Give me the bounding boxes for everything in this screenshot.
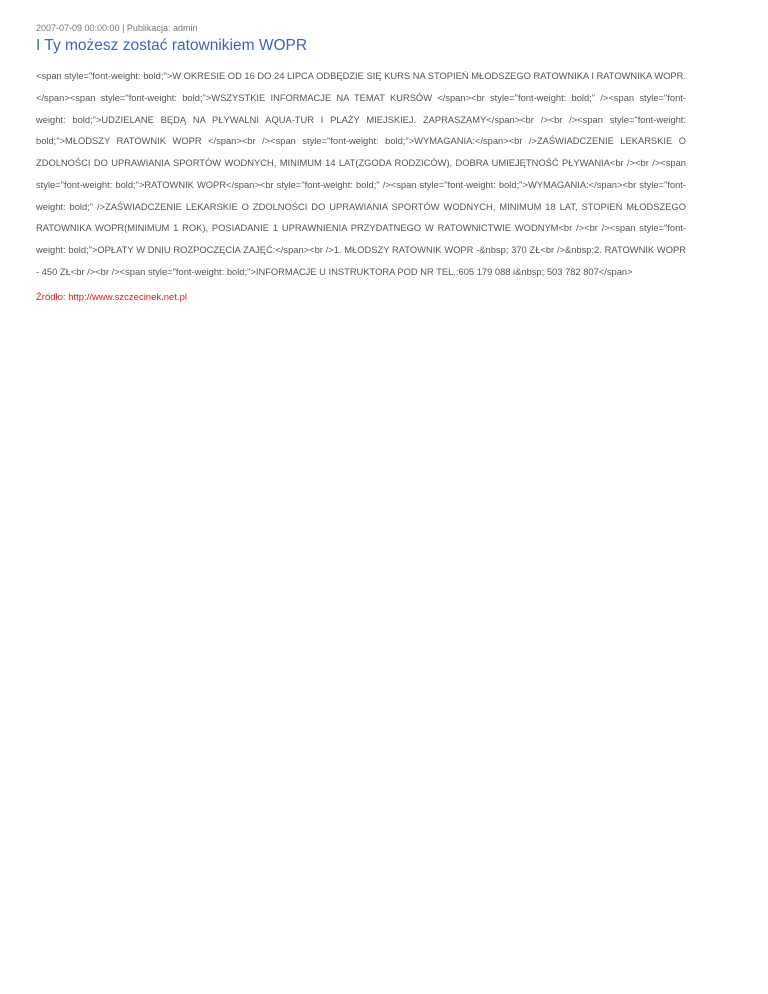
publication-author: Publikacja: admin [126, 23, 198, 33]
source-link[interactable]: Źródło: http://www.szczecinek.net.pl [36, 292, 188, 304]
source-line [36, 292, 686, 304]
publish-date: 2007-07-09 00:00:00 [36, 23, 120, 33]
article [36, 22, 686, 304]
article-meta [36, 22, 686, 34]
article-body: <span style="font-weight: bold;">W OKRESIE OD 16 DO 24 LIPCA ODBĘDZIE SIĘ KURS NA STOPIEŃ MŁODSZEGO RATOWNIKA I RATOWNIKA WOPR. </span><span style="font-weight: bold;">WSZYSTKIE INFORMACJE NA TEMAT KURSÓW </span><br style="font-weight: bold;" /><span style="font-weight: bold;">UDZIELANE BĘDĄ NA PŁYWALNI AQUA-TUR I PLAŻY MIEJSKIEJ. ZAPRASZAMY</span><br /><br /><span style="font-weight: bold;">MŁODSZY RATOWNIK WOPR </span><br /><span style="font-weight: bold;">WYMAGANIA:</span><br />ZAŚWIADCZENIE LEKARSKIE O ZDOLNOŚCI DO UPRAWIANIA SPORTÓW WODNYCH, MINIMUM 14 LAT(ZGODA RODZICÓW), DOBRA UMIEJĘTNOŚĆ PŁYWANIA<br /><br /><span style="font-weight: bold;">RATOWNIK WOPR</span><br style="font-weight: bold;" /><span style="font-weight: bold;">WYMAGANIA:</span><br style="font-weight: bold;" />ZAŚWIADCZENIE LEKARSKIE O ZDOLNOŚCI DO UPRAWIANIA SPORTÓW WODNYCH, MINIMUM 18 LAT, STOPIEŃ MŁODSZEGO RATOWNIKA WOPR(MINIMUM 1 ROK), POSIADANIE 1 UPRAWNIENIA PRZYDATNEGO W RATOWNICTWIE WODNYM<br /><br /><span style="font-weight: bold;">OPŁATY W DNIU ROZPOCZĘCIA ZAJĘĆ:</span><br />1. MŁODSZY RATOWNIK WOPR -&nbsp; 370 ZŁ<br />&nbsp;2. RATOWNIK WOPR - 450 ZŁ<br /><br /><span style="font-weight: bold;">INFORMACJE U INSTRUKTORA POD NR TEL.:605 179 088 i&nbsp; 503 782 807</span> [36, 71, 686, 277]
article-title: I Ty możesz zostać ratownikiem WOPR [36, 37, 308, 54]
meta-separator: | [119, 23, 127, 33]
